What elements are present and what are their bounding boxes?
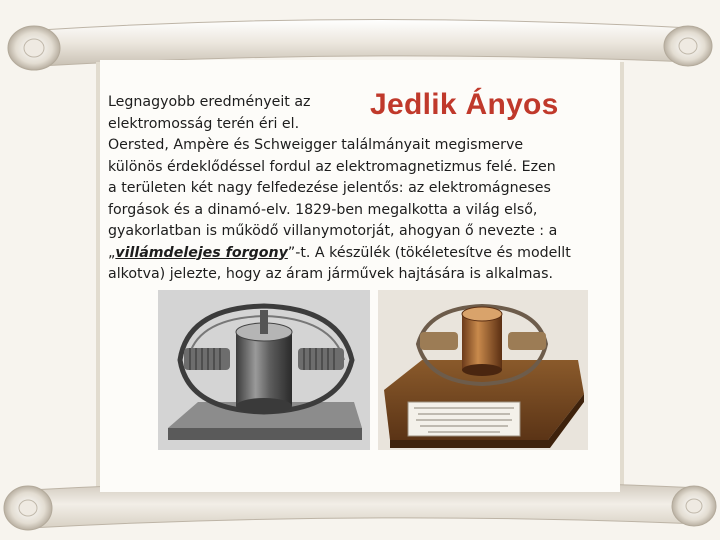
slide-body-text <box>108 92 613 286</box>
text-line <box>108 243 613 265</box>
text-line: gyakorlatban is működő villanymotorját, ahogyan ő nevezte : a <box>108 223 558 239</box>
text-line: elektromosság terén éri el. <box>108 115 300 132</box>
text-line: Oersted, Ampère és Schweigger találmányait megismerve <box>108 137 524 153</box>
emphasized-term: villámdelejes forgony <box>115 244 288 261</box>
text-line: a területen két nagy felfedezése jelentős: az elektromágneses <box>108 180 551 196</box>
open-quote: „ <box>108 244 116 261</box>
slide-title: Jedlik Ányos <box>370 88 559 121</box>
text-line: forgások és a dinamó-elv. 1829-ben megalkotta a világ első, <box>108 201 538 218</box>
text-line: különös érdeklődéssel fordul az elektromagnetizmus felé. Ezen <box>108 158 556 175</box>
text-line: Legnagyobb eredményeit az <box>108 94 311 110</box>
text-fragment: ”-t. A készülék (tökéletesítve és modellt <box>287 244 571 261</box>
motor-photo-bw <box>158 290 370 450</box>
motor-photo-museum <box>378 290 588 450</box>
text-line: alkotva) jelezte, hogy az áram járművek hajtására is alkalmas. <box>108 266 553 282</box>
